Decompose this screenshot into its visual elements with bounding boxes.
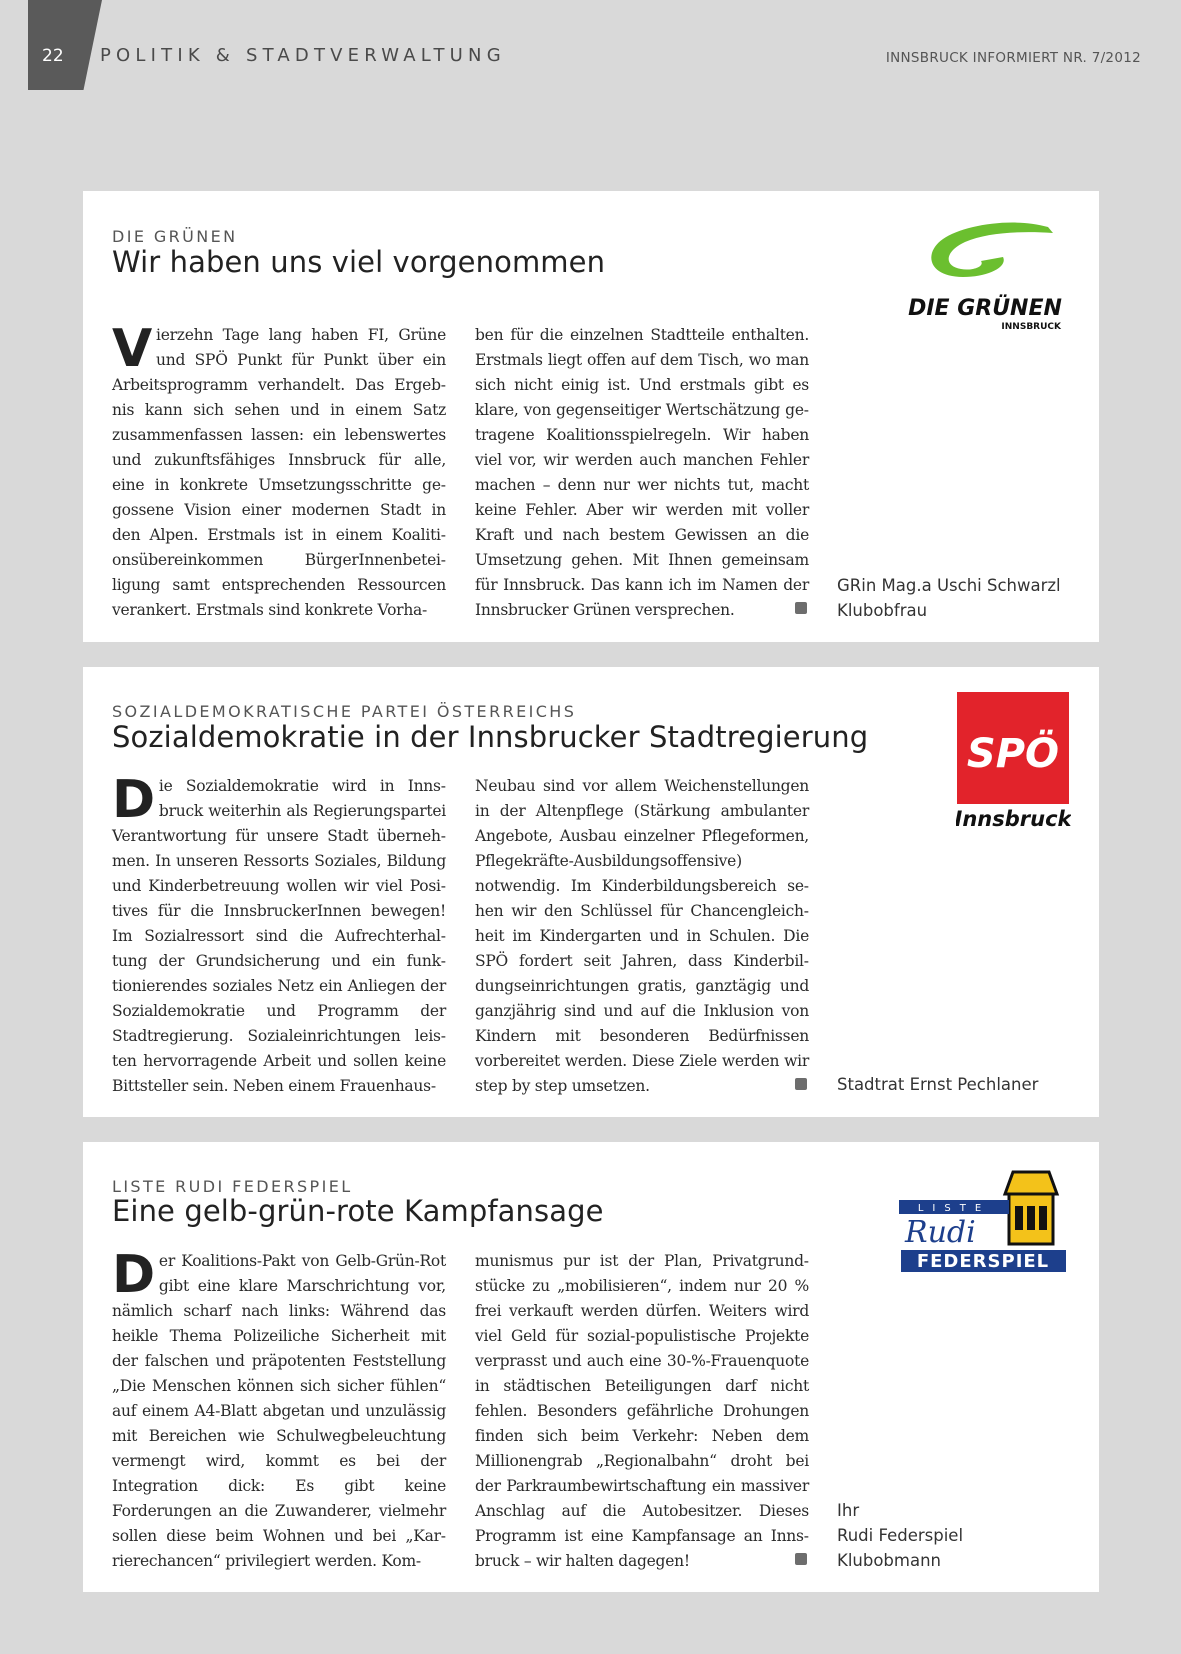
signature-name: GRin Mag.a Uschi Schwarzl xyxy=(837,576,1061,595)
gruene-logo xyxy=(903,217,1068,337)
article-column-2 xyxy=(475,323,809,623)
article-federspiel xyxy=(83,1142,1099,1592)
logo-sub: INNSBRUCK xyxy=(1001,322,1061,332)
signature xyxy=(837,573,1077,623)
column-text: Neubau sind vor allem Weichenstellungen in der Altenpflege (Stärkung ambulanter Angebote, Ausbau einzelner Pflegeformen, Pflegekräfte-Ausbildungsoffensive) notwendig. Im Kinderbildungsbereich sehen wir den Schlüssel für Chancengleichheit im Kindergarten und in Schulen. Die SPÖ fordert seit Jahren, dass Kinderbildungseinrichtungen gratis, ganztägig und ganzjährig sind und auf die Inklusion von Kindern mit besonderen Bedürfnissen vorbereitet werden. Diese Ziele werden wir step by step umsetzen. xyxy=(475,777,809,1095)
article-column-1 xyxy=(112,1245,446,1574)
end-mark xyxy=(795,1553,807,1565)
article-column-2 xyxy=(475,774,809,1099)
article-column-1 xyxy=(112,770,446,1099)
signature xyxy=(837,1072,1077,1097)
signature-name: Stadtrat Ernst Pechlaner xyxy=(837,1075,1039,1094)
article-column-2 xyxy=(475,1249,809,1574)
article-headline: Sozialdemokratie in der Innsbrucker Stadtregierung xyxy=(112,720,869,754)
article-headline: Eine gelb-grün-rote Kampfansage xyxy=(112,1194,604,1228)
dropcap: D xyxy=(112,770,155,830)
logo-sub: Innsbruck xyxy=(956,807,1071,831)
gruene-swoosh-icon xyxy=(903,217,1068,337)
spoe-logo xyxy=(956,692,1071,832)
article-spoe xyxy=(83,667,1099,1117)
signature-role: Klubobfrau xyxy=(837,601,928,620)
dropcap: D xyxy=(112,1245,155,1305)
article-kicker: DIE GRÜNEN xyxy=(112,227,238,246)
section-title: POLITIK & STADTVERWALTUNG xyxy=(100,45,506,66)
column-text: munismus pur ist der Plan, Privatgrundstücke zu „mobilisieren“, indem nur 20 % frei verkauft werden dürfen. Weiters wird viel Geld für sozial-populistische Projekte verprasst und auch eine 30-%-Frauenquote in städtischen Beteiligungen darf nicht fehlen. Besonders gefährliche Drohungen finden sich beim Verkehr: Neben dem Millionengrab „Regionalbahn“ droht bei der Parkraumbewirtschaftung ein massiver Anschlag auf die Autobesitzer. Dieses Programm ist eine Kampfansage an Innsbruck – wir halten dagegen! xyxy=(475,1252,809,1570)
article-kicker: SOZIALDEMOKRATISCHE PARTEI ÖSTERREICHS xyxy=(112,702,577,721)
column-text: er Koalitions-Pakt von Gelb-Grün-Rot gibt eine klare Marschrichtung vor, nämlich scharf nach links: Während das heikle Thema Polizeiliche Sicherheit mit der falschen und präpotenten Feststellung „Die Menschen können sich sicher fühlen“ auf einem A4-Blatt abgetan und unzulässig mit Bereichen wie Schulwegbeleuchtung vermengt wird, kommt es bei der Integration dick: Es gibt keine Forderungen an die Zuwanderer, vielmehr sollen diese beim Wohnen und bei „Karrierechancen“ privilegiert werden. Kom- xyxy=(112,1252,446,1570)
column-text: ben für die einzelnen Stadtteile enthalten. Erstmals liegt offen auf dem Tisch, wo man sich nicht einig ist. Und erstmals gibt es klare, von gegenseitiger Wertschätzung getragene Koalitionsspielregeln. Wir haben viel vor, wir werden auch manchen Fehler machen – denn nur wer nichts tut, macht keine Fehler. Aber wir werden mit voller Kraft und nach bestem Gewissen an die Umsetzung gehen. Mit Ihnen gemeinsam für Innsbruck. Das kann ich im Namen der Innsbrucker Grünen versprechen. xyxy=(475,326,809,619)
federspiel-logo-icon xyxy=(891,1168,1071,1288)
dropcap: V xyxy=(112,319,152,379)
signature-name: Rudi Federspiel xyxy=(837,1526,964,1545)
page-number-tab xyxy=(28,0,102,90)
logo-name: FEDERSPIEL xyxy=(916,1251,1050,1272)
article-column-1 xyxy=(112,319,446,623)
end-mark xyxy=(795,1078,807,1090)
logo-name: DIE GRÜNEN xyxy=(908,296,1062,321)
logo-name: SPÖ xyxy=(966,731,1060,777)
column-text: ierzehn Tage lang haben FI, Grüne und SPÖ Punkt für Punkt über ein Arbeitsprogramm verhandelt. Das Ergebnis kann sich sehen und in einem Satz zusammenfassen lassen: ein lebenswertes und zukunftsfähiges Innsbruck für alle, eine in konkrete Umsetzungsschritte gegossene Vision einer modernen Stadt in den Alpen. Erstmals ist in einem Koalitionsübereinkommen BürgerInnenbeteiligung samt entsprechenden Ressourcen verankert. Erstmals sind konkrete Vorha- xyxy=(112,326,446,619)
issue-label: INNSBRUCK INFORMIERT NR. 7/2012 xyxy=(885,50,1141,66)
article-headline: Wir haben uns viel vorgenommen xyxy=(112,245,606,279)
signature xyxy=(837,1498,1077,1573)
logo-script: Rudi xyxy=(905,1215,976,1250)
column-text: ie Sozialdemokratie wird in Innsbruck weiterhin als Regierungspartei Verantwortung für unsere Stadt übernehmen. In unseren Ressorts Soziales, Bildung und Kinderbetreuung wollen wir viel Positives für die InnsbruckerInnen bewegen! Im Sozialressort sind die Aufrechterhaltung der Grundsicherung und ein funktionierendes soziales Netz ein Anliegen der Sozialdemokratie und Programm der Stadtregierung. Sozialeinrichtungen leisten hervorragende Arbeit und sollen keine Bittsteller sein. Neben einem Frauenhaus- xyxy=(112,777,446,1095)
end-mark xyxy=(795,602,807,614)
spoe-logo-icon xyxy=(956,692,1071,832)
article-kicker: LISTE RUDI FEDERSPIEL xyxy=(112,1177,353,1196)
page-number: 22 xyxy=(42,46,64,66)
signature-line-1: Ihr xyxy=(837,1501,860,1520)
signature-role: Klubobmann xyxy=(837,1551,942,1570)
logo-top: LISTE xyxy=(917,1203,991,1214)
federspiel-logo xyxy=(891,1168,1071,1288)
article-gruene xyxy=(83,191,1099,642)
